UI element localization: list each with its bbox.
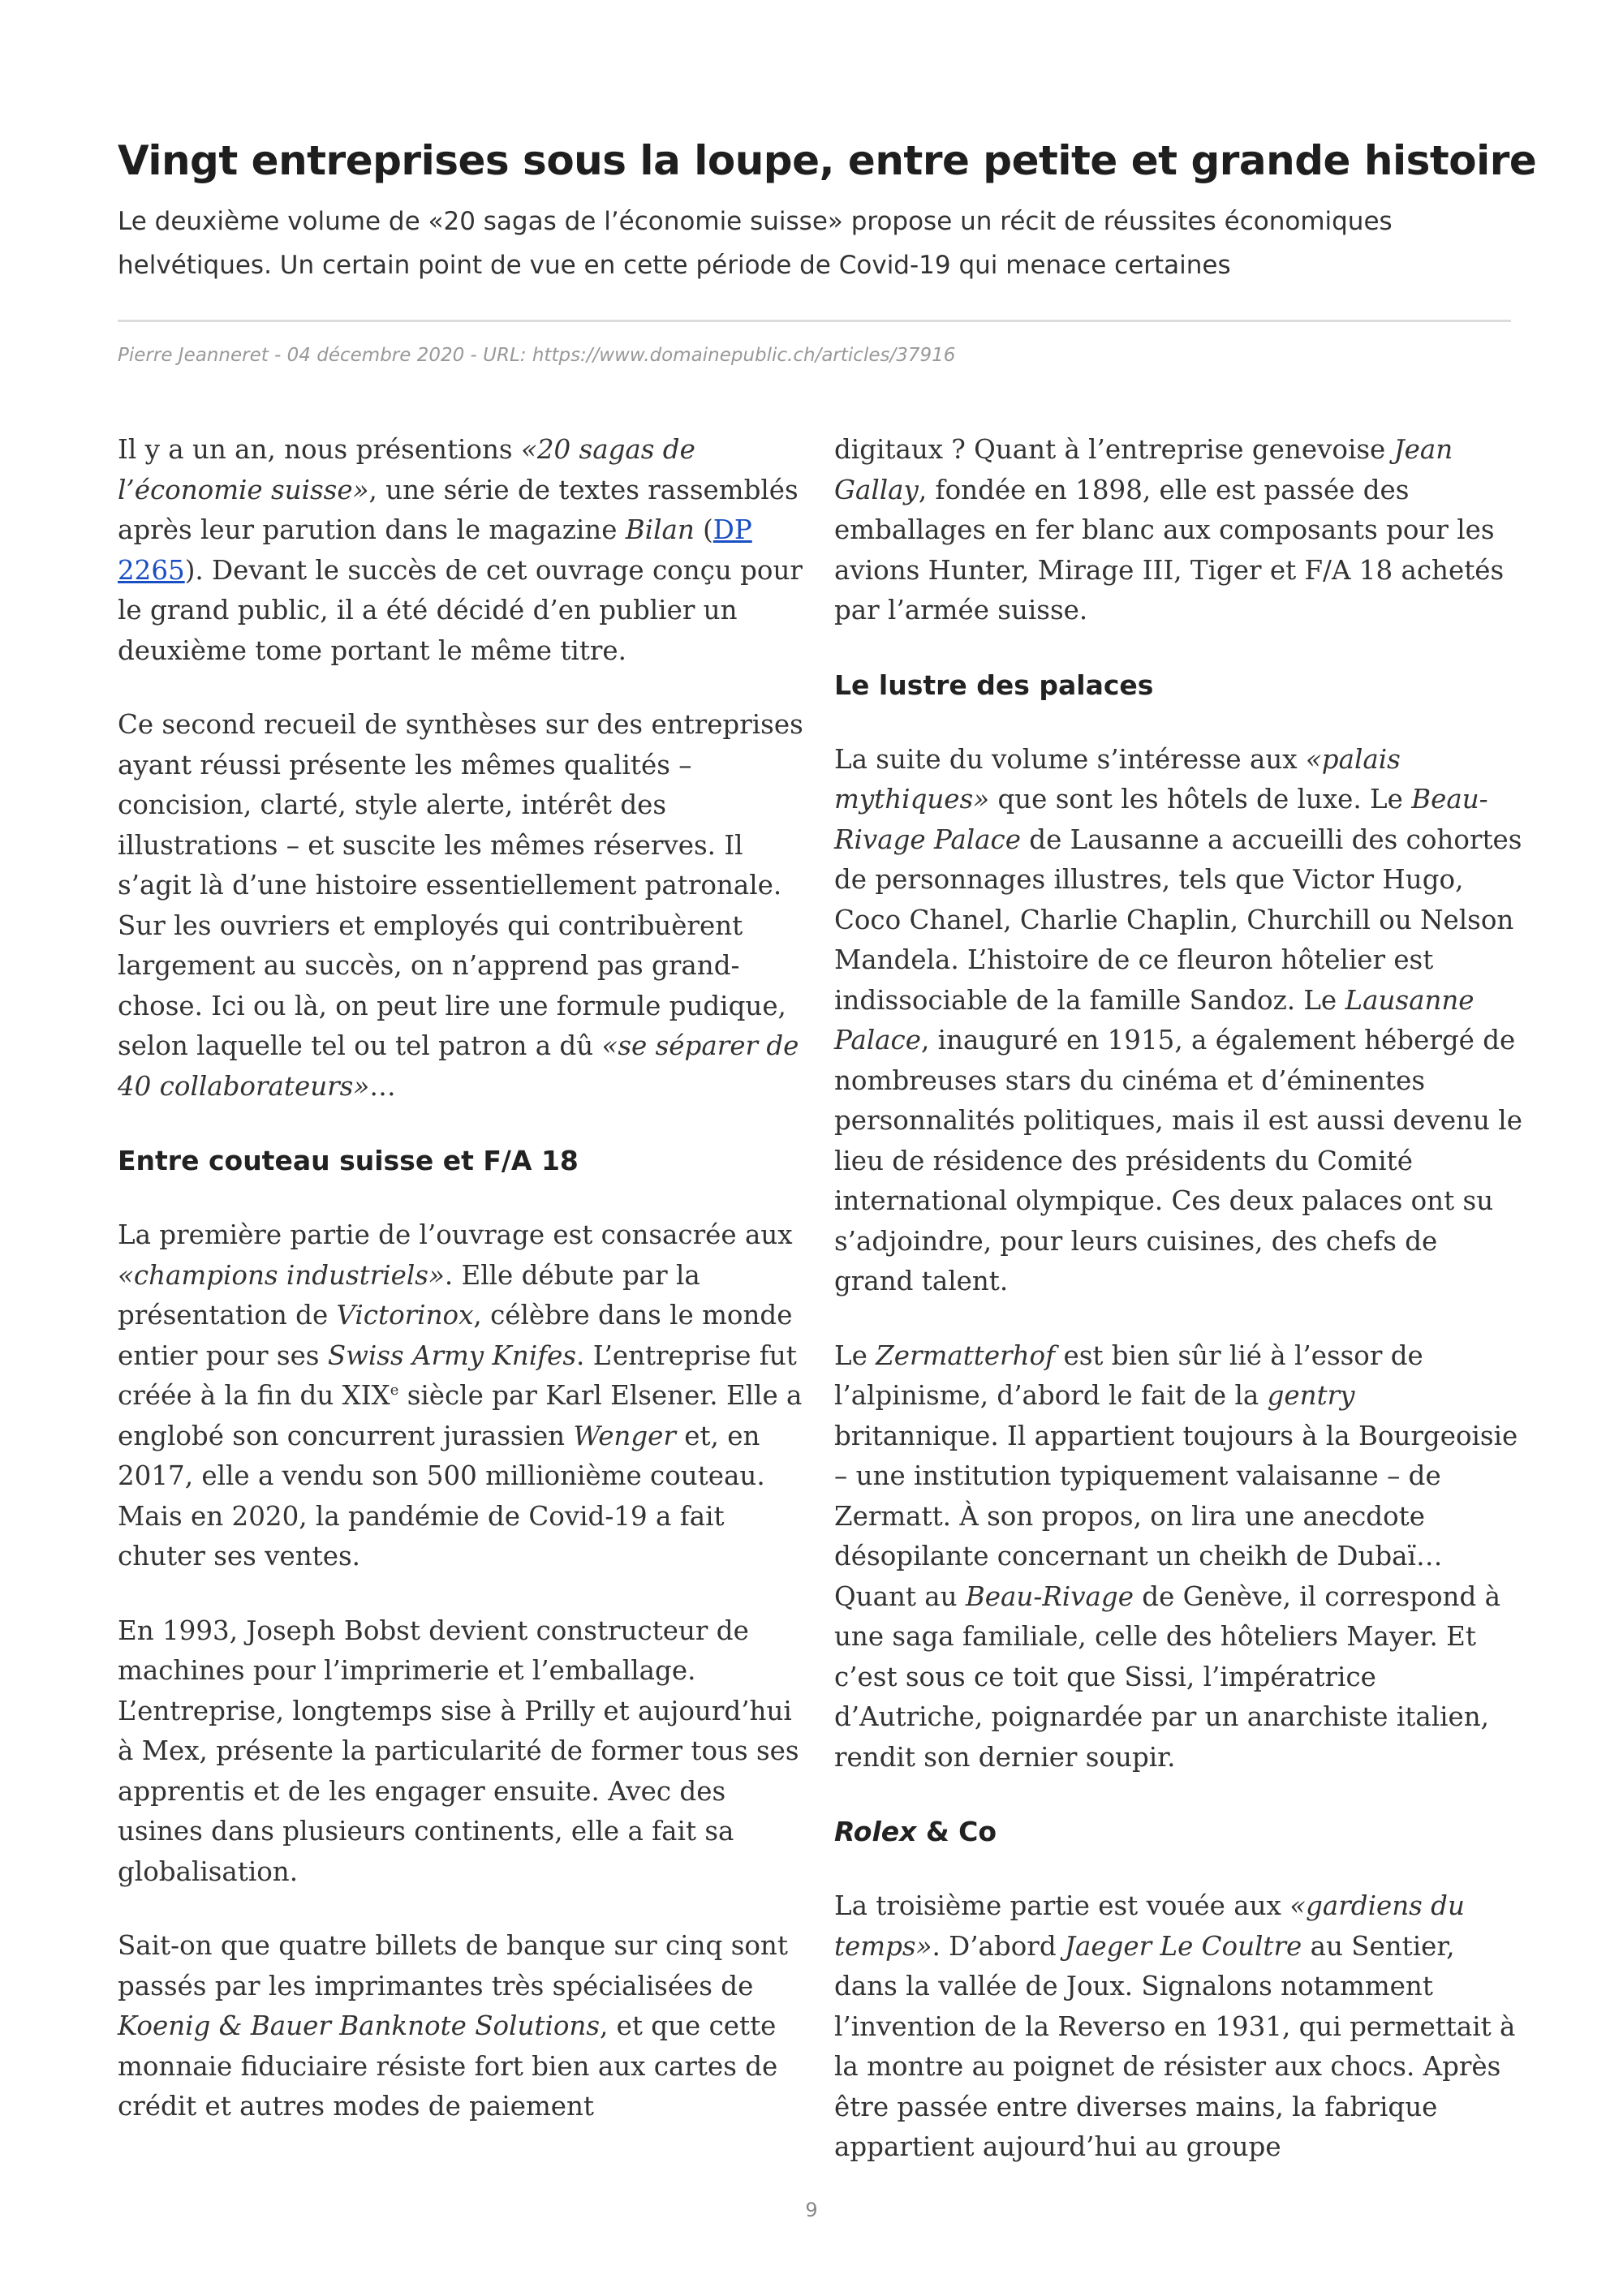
- left-column: [118, 430, 803, 2161]
- paragraph: Sait-on que quatre billets de banque sur cinq sont passés par les imprimantes très spécialisées de Koenig & Bauer Banknote Solutions, et que cette monnaie fiduciaire résiste fort bien aux cartes de crédit et autres modes de paiement: [118, 1930, 788, 2122]
- section-heading: Le lustre des palaces: [834, 669, 1154, 701]
- article-subtitle: [118, 200, 1513, 287]
- paragraph: Il y a un an, nous présentions «20 sagas de l’économie suisse», une série de textes rassemblés après leur parution dans le magazine Bilan (DP 2265). Devant le succès de cet ouvrage conçu pour le grand public, il a été décidé d’en publier un deuxième tome portant le même titre.: [118, 434, 803, 666]
- dp-2265-link[interactable]: DP 2265: [118, 514, 752, 586]
- paragraph: La suite du volume s’intéresse aux «palais mythiques» que sont les hôtels de luxe. Le Beau-Rivage Palace de Lausanne a accueilli des cohortes de personnages illustres, tels que Victor Hugo, Coco Chanel, Charlie Chaplin, Churchill ou Nelson Mandela. L’histoire de ce fleuron hôtelier est indissociable de la famille Sandoz. Le Lausanne Palace, inauguré en 1915, a également hébergé de nombreuses stars du cinéma et d’éminentes personnalités politiques, mais il est aussi devenu le lieu de résidence des présidents du Comité international olympique. Ces deux palaces ont su s’adjoindre, pour leurs cuisines, des chefs de grand talent.: [834, 743, 1522, 1296]
- subtitle-line-1: Le deuxième volume de «20 sagas de l’économie suisse» propose un récit de réussites économiques: [118, 207, 1393, 236]
- paragraph: digitaux ? Quant à l’entreprise genevoise Jean Gallay, fondée en 1898, elle est passée des emballages en fer blanc aux composants pour les avions Hunter, Mirage III, Tiger et F/A 18 achetés par l’armée suisse.: [834, 434, 1505, 626]
- paragraph: En 1993, Joseph Bobst devient constructeur de machines pour l’imprimerie et l’emballage. L’entreprise, longtemps sise à Prilly et aujourd’hui à Mex, présente la particularité de former tous ses apprentis et de les engager ensuite. Avec des usines dans plusieurs continents, elle a fait sa globalisation.: [118, 1615, 799, 1887]
- section-heading: Rolex & Co: [834, 1816, 997, 1847]
- right-column: [834, 430, 1524, 2202]
- page-number: 9: [805, 2199, 818, 2221]
- paragraph: La première partie de l’ouvrage est consacrée aux «champions industriels». Elle débute par la présentation de Victorinox, célèbre dans le monde entier pour ses Swiss Army Knifes. L’entreprise fut créée à la fin du XIXe siècle par Karl Elsener. Elle a englobé son concurrent jurassien Wenger et, en 2017, elle a vendu son 500 millionième couteau. Mais en 2020, la pandémie de Covid-19 a fait chuter ses ventes.: [118, 1219, 803, 1572]
- paragraph: La troisième partie est vouée aux «gardiens du temps». D’abord Jaeger Le Coultre au Sentier, dans la vallée de Joux. Signalons notamment l’invention de la Reverso en 1931, qui permettait à la montre au poignet de résister aux chocs. Après être passée entre diverses mains, la fabrique appartient aujourd’hui au groupe: [834, 1890, 1516, 2162]
- paragraph: Ce second recueil de synthèses sur des entreprises ayant réussi présente les mêmes qualités – concision, clarté, style alerte, intérêt des illustrations – et suscite les mêmes réserves. Il s’agit là d’une histoire essentiellement patronale. Sur les ouvriers et employés qui contribuèrent largement au succès, on n’apprend pas grand-chose. Ici ou là, on peut lire une formule pudique, selon laquelle tel ou tel patron a dû «se séparer de 40 collaborateurs»…: [118, 709, 803, 1102]
- subtitle-line-2: helvétiques. Un certain point de vue en cette période de Covid-19 qui menace certaines: [118, 251, 1231, 280]
- header-divider: [118, 320, 1511, 322]
- article-title: Vingt entreprises sous la loupe, entre petite et grande histoire: [118, 137, 1537, 184]
- article-meta: Pierre Jeanneret - 04 décembre 2020 - URL: https://www.domainepublic.ch/articles/37916: [118, 345, 956, 366]
- section-heading: Entre couteau suisse et F/A 18: [118, 1145, 579, 1176]
- paragraph: Le Zermatterhof est bien sûr lié à l’essor de l’alpinisme, d’abord le fait de la gentry britannique. Il appartient toujours à la Bourgeoisie – une institution typiquement valaisanne – de Zermatt. À son propos, on lira une anecdote désopilante concernant un cheikh de Dubaï… Quant au Beau-Rivage de Genève, il correspond à une saga familiale, celle des hôteliers Mayer. Et c’est sous ce toit que Sissi, l’impératrice d’Autriche, poignardée par un anarchiste italien, rendit son dernier soupir.: [834, 1339, 1518, 1773]
